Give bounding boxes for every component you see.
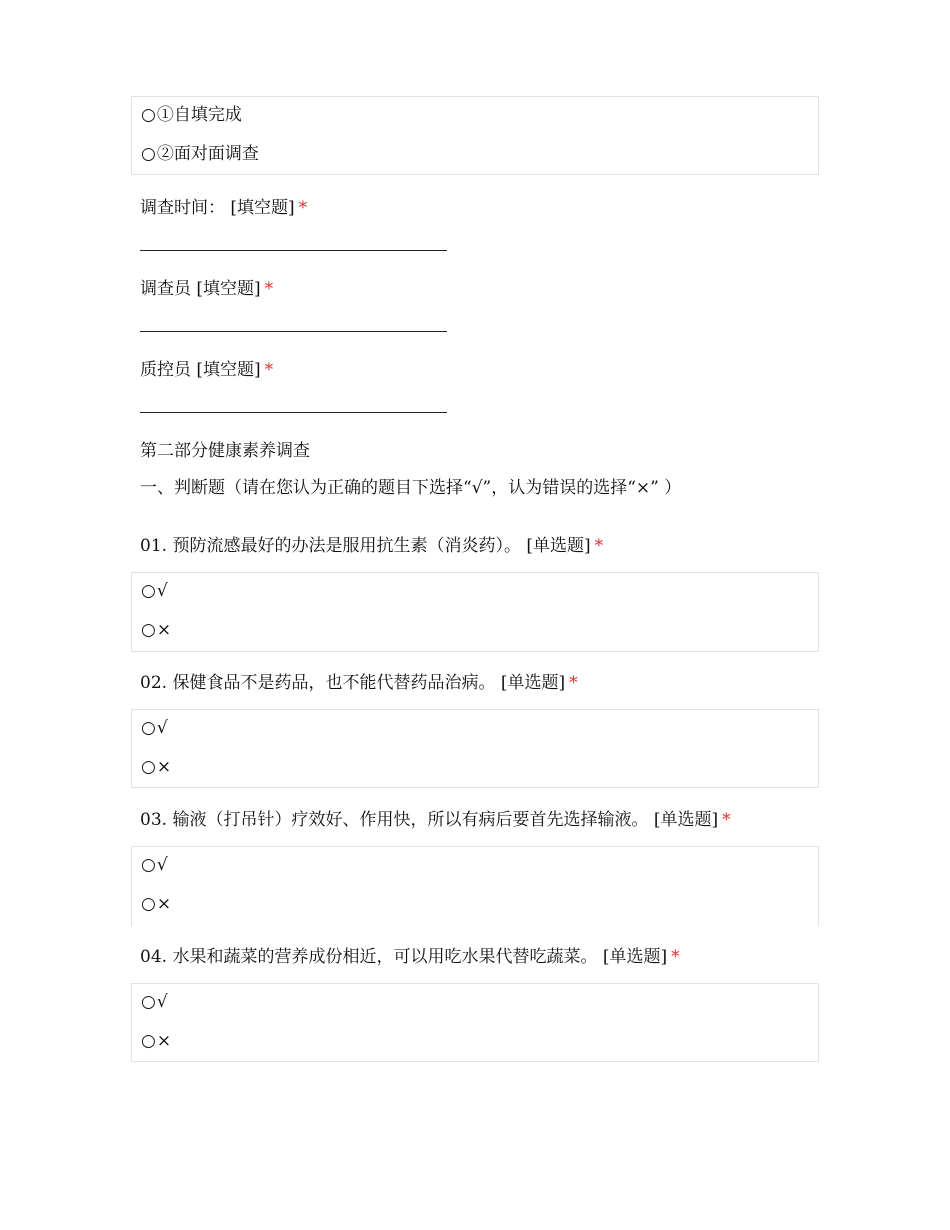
radio-circle-icon: ○ xyxy=(141,757,156,777)
radio-option-false[interactable] xyxy=(141,619,171,641)
radio-circle-icon: ○ xyxy=(141,894,156,914)
option-label: × xyxy=(156,620,172,640)
required-mark: * xyxy=(298,198,308,218)
required-mark: * xyxy=(722,810,731,830)
radio-option-true[interactable] xyxy=(141,991,168,1013)
required-mark: * xyxy=(569,673,578,693)
required-mark: * xyxy=(594,536,604,556)
radio-circle-icon: ○ xyxy=(141,718,156,738)
option-label: × xyxy=(156,1031,172,1051)
required-mark: * xyxy=(671,947,680,967)
survey-time-input[interactable] xyxy=(140,250,447,251)
radio-option-false[interactable] xyxy=(141,756,171,778)
option-label: × xyxy=(156,757,172,777)
radio-option-self-fill[interactable] xyxy=(141,104,242,126)
field-survey-time-label: 调查时间： [填空题] * xyxy=(140,198,308,218)
option-label: √ xyxy=(156,718,168,738)
radio-option-false[interactable] xyxy=(141,893,171,915)
section-instruction: 一、判断题（请在您认为正确的题目下选择“√”，认为错误的选择“×” ） xyxy=(140,478,682,498)
question-03-options xyxy=(131,846,819,926)
radio-option-false[interactable] xyxy=(141,1030,171,1052)
question-01-text: 01. 预防流感最好的办法是服用抗生素（消炎药）。 [单选题] * xyxy=(140,536,604,556)
question-01-options xyxy=(131,572,819,652)
radio-option-true[interactable] xyxy=(141,580,168,602)
radio-circle-icon: ○ xyxy=(141,855,156,875)
required-mark: * xyxy=(264,279,274,299)
question-02-text: 02. 保健食品不是药品，也不能代替药品治病。 [单选题] * xyxy=(140,673,578,693)
question-04-text: 04. 水果和蔬菜的营养成份相近，可以用吃水果代替吃蔬菜。 [单选题] * xyxy=(140,947,680,967)
qc-input[interactable] xyxy=(140,412,447,413)
radio-option-true[interactable] xyxy=(141,854,168,876)
radio-circle-icon: ○ xyxy=(141,992,156,1012)
surveyor-input[interactable] xyxy=(140,331,447,332)
option-label: ①自填完成 xyxy=(156,105,242,125)
radio-option-true[interactable] xyxy=(141,717,168,739)
option-label: √ xyxy=(156,581,168,601)
radio-circle-icon: ○ xyxy=(141,1031,156,1051)
field-qc-label: 质控员 [填空题] * xyxy=(140,360,274,380)
radio-option-face-to-face[interactable] xyxy=(141,143,259,165)
required-mark: * xyxy=(264,360,274,380)
option-label: ②面对面调查 xyxy=(156,144,259,164)
option-label: × xyxy=(156,894,172,914)
radio-circle-icon: ○ xyxy=(141,581,156,601)
field-surveyor-label: 调查员 [填空题] * xyxy=(140,279,274,299)
option-label: √ xyxy=(156,855,168,875)
question-03-text: 03. 输液（打吊针）疗效好、作用快，所以有病后要首先选择输液。 [单选题] * xyxy=(140,810,731,830)
radio-circle-icon: ○ xyxy=(141,144,156,164)
option-label: √ xyxy=(156,992,168,1012)
radio-circle-icon: ○ xyxy=(141,620,156,640)
radio-circle-icon: ○ xyxy=(141,105,156,125)
question-04-options xyxy=(131,983,819,1062)
question-02-options xyxy=(131,709,819,788)
section-title: 第二部分健康素养调查 xyxy=(140,441,310,461)
survey-mode-options xyxy=(131,96,819,175)
